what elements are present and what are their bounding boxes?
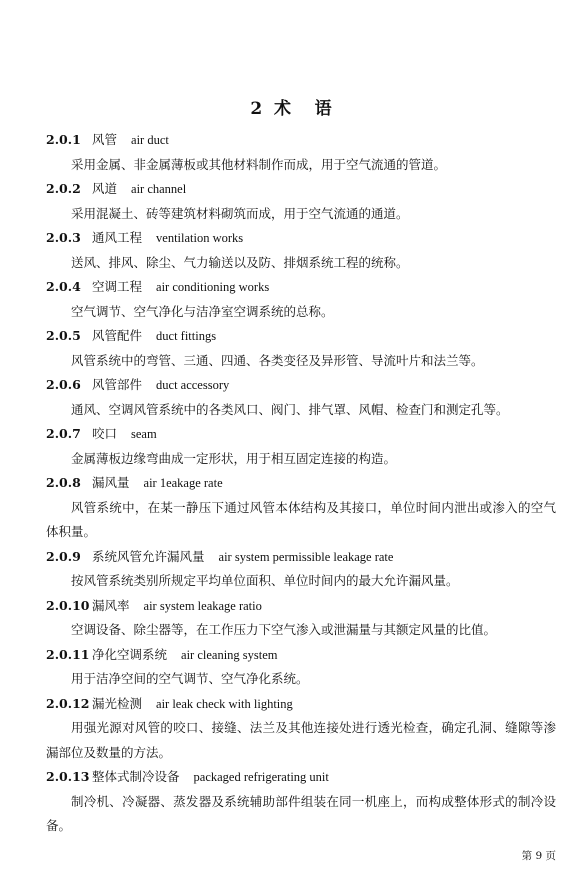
term-chinese-name: 系统风管允许漏风量 (92, 548, 205, 564)
term-chinese-name: 咬口 (92, 426, 118, 441)
chapter-title: 2 术 语 (250, 99, 332, 119)
term-heading (46, 545, 556, 570)
term-definition: 按风管系统类别所规定平均单位面积、单位时间内的最大允许漏风量。 (71, 573, 459, 588)
term-number: 2.0.1 (46, 132, 81, 147)
term-english-name: air conditioning works (156, 280, 270, 294)
term-number: 2.0.5 (46, 328, 81, 343)
term-entry (46, 765, 556, 839)
term-entry (46, 422, 556, 471)
term-chinese-name: 空调工程 (92, 279, 143, 294)
term-definition: 采用混凝土、砖等建筑材料砌筑而成，用于空气流通的通道。 (71, 205, 409, 221)
term-chinese-name: 漏风率 (92, 597, 130, 613)
term-entry (46, 471, 556, 545)
term-english-name: air duct (131, 133, 169, 147)
term-english-name: air system permissible leakage rate (218, 549, 394, 564)
term-definition: 风管系统中的弯管、三通、四通、各类变径及异形管、导流叶片和法兰等。 (71, 352, 484, 368)
term-chinese-name: 通风工程 (92, 230, 143, 245)
term-definition: 空调设备、除尘器等，在工作压力下空气渗入或泄漏量与其额定风量的比值。 (71, 622, 497, 637)
term-definition: 用于洁净空间的空气调节、空气净化系统。 (71, 671, 309, 686)
term-definition: 通风、空调风管系统中的各类风口、阀门、排气罩、风帽、检查门和测定孔等。 (71, 401, 509, 417)
term-entry (46, 594, 556, 643)
term-definition: 用强光源对风管的咬口、接缝、法兰及其他连接处进行透光检查，确定孔洞、缝隙等渗漏部位及数量的方法。 (46, 720, 556, 760)
term-english-name: packaged refrigerating unit (193, 770, 329, 784)
term-chinese-name: 净化空调系统 (92, 646, 168, 662)
term-entry (46, 226, 556, 275)
term-definition: 采用金属、非金属薄板或其他材料制作而成，用于空气流通的管道。 (71, 156, 447, 172)
term-definition: 金属薄板边缘弯曲成一定形状，用于相互固定连接的构造。 (71, 450, 397, 466)
term-chinese-name: 风道 (92, 181, 118, 196)
term-english-name: seam (131, 427, 157, 441)
term-heading (46, 471, 556, 496)
term-english-name: duct accessory (156, 378, 230, 392)
term-definition: 制冷机、冷凝器、蒸发器及系统辅助部件组装在同一机座上，而构成整体形式的制冷设备。 (46, 793, 556, 833)
term-english-name: air channel (131, 182, 187, 196)
term-number: 2.0.12 (46, 695, 90, 711)
term-heading (46, 226, 556, 251)
term-number: 2.0.9 (46, 548, 81, 564)
term-chinese-name: 整体式制冷设备 (92, 769, 180, 784)
term-entry (46, 324, 556, 373)
term-entry (46, 128, 556, 177)
term-heading (46, 643, 556, 668)
term-english-name: air 1eakage rate (143, 476, 223, 490)
term-entry (46, 643, 556, 692)
term-definition: 风管系统中，在某一静压下通过风管本体结构及其接口，单位时间内泄出或渗入的空气体积量。 (46, 499, 556, 539)
page-number: 第 9 页 (521, 850, 556, 862)
term-entry (46, 373, 556, 422)
term-chinese-name: 漏风量 (92, 475, 130, 490)
term-entry (46, 545, 556, 594)
term-entry (46, 692, 556, 766)
term-number: 2.0.3 (46, 230, 81, 245)
term-definition: 空气调节、空气净化与洁净室空调系统的总称。 (71, 303, 334, 319)
term-number: 2.0.13 (46, 769, 90, 784)
term-entry (46, 177, 556, 226)
term-number: 2.0.7 (46, 426, 81, 441)
term-heading (46, 275, 556, 300)
term-number: 2.0.4 (46, 279, 81, 294)
term-definition: 送风、排风、除尘、气力输送以及防、排烟系统工程的统称。 (71, 254, 409, 270)
term-english-name: air leak check with lighting (156, 696, 293, 711)
term-heading (46, 422, 556, 447)
term-heading (46, 324, 556, 349)
term-chinese-name: 漏光检测 (92, 695, 143, 711)
terms-list (46, 128, 556, 839)
term-english-name: air cleaning system (181, 647, 278, 662)
term-chinese-name: 风管 (92, 132, 118, 147)
term-number: 2.0.8 (46, 475, 81, 490)
term-heading (46, 128, 556, 153)
term-number: 2.0.6 (46, 377, 81, 392)
term-heading (46, 765, 556, 790)
term-english-name: air system leakage ratio (143, 598, 262, 613)
term-number: 2.0.10 (46, 597, 90, 613)
term-chinese-name: 风管部件 (92, 377, 143, 392)
term-number: 2.0.2 (46, 181, 81, 196)
term-chinese-name: 风管配件 (92, 328, 143, 343)
term-english-name: duct fittings (156, 329, 217, 343)
term-entry (46, 275, 556, 324)
term-heading (46, 177, 556, 202)
term-english-name: ventilation works (156, 231, 244, 245)
term-heading (46, 594, 556, 619)
term-heading (46, 692, 556, 717)
term-heading (46, 373, 556, 398)
term-number: 2.0.11 (46, 646, 90, 662)
